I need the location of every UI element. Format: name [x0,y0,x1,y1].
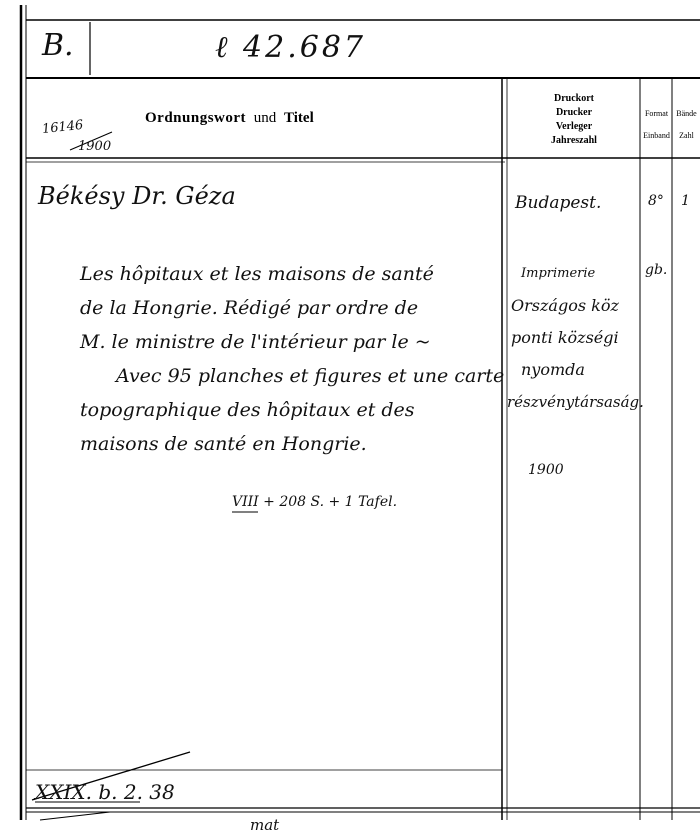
header-title-ordnungswort: Ordnungswort [145,110,247,126]
old-shelf-mark: XXIX. b. 2. 38 [35,780,175,804]
collation: VIII + 208 S. + 1 Tafel. [232,494,398,510]
call-number: ℓ 42.687 [215,30,367,65]
title-line: Avec 95 planches et figures et une carte [116,365,505,387]
header-druckort-column [508,92,640,148]
header-baende: Bände [676,109,697,118]
accession-year: 1900 [78,139,112,154]
place-of-publication: Budapest. [515,193,602,213]
printer-line: nyomda [521,360,585,379]
header-einband: Einband [643,131,670,140]
binding-value: gb. [645,262,668,278]
header-format-column [641,103,672,147]
volumes-value: 1 [681,193,690,209]
author-name: Békésy Dr. Géza [38,182,236,210]
title-line: M. le ministre de l'intérieur par le ~ [80,331,431,353]
header-druckort: Druckort [554,93,594,104]
header-drucker: Drucker [555,107,593,118]
header-jahreszahl: Jahreszahl [551,135,597,146]
title-line: Les hôpitaux et les maisons de santé [80,263,434,285]
title-line: maisons de santé en Hongrie. [80,433,367,455]
printer-line: Imprimerie [521,266,596,281]
header-zahl: Zahl [679,131,694,140]
footer-note: mat [250,816,280,834]
title-line: de la Hongrie. Rédigé par ordre de [80,297,419,319]
printer-line: részvénytársaság. [507,393,644,411]
title-line: topographique des hôpitaux et des [80,399,415,421]
printer-block [507,258,644,418]
header-verleger: Verleger [555,121,593,132]
format-value: 8° [648,193,664,209]
title-block [80,257,504,461]
header-format: Format [644,109,669,118]
printer-line: Országos köz [511,296,619,315]
class-letter: B. [42,28,74,63]
printer-line: ponti községi [511,328,619,347]
accession-number: 16146 [41,117,85,138]
header-baende-column [673,103,700,147]
header-title [145,110,314,127]
publication-year: 1900 [528,462,564,478]
header-title-titel: Titel [284,110,314,126]
header-title-und: und [253,110,277,126]
